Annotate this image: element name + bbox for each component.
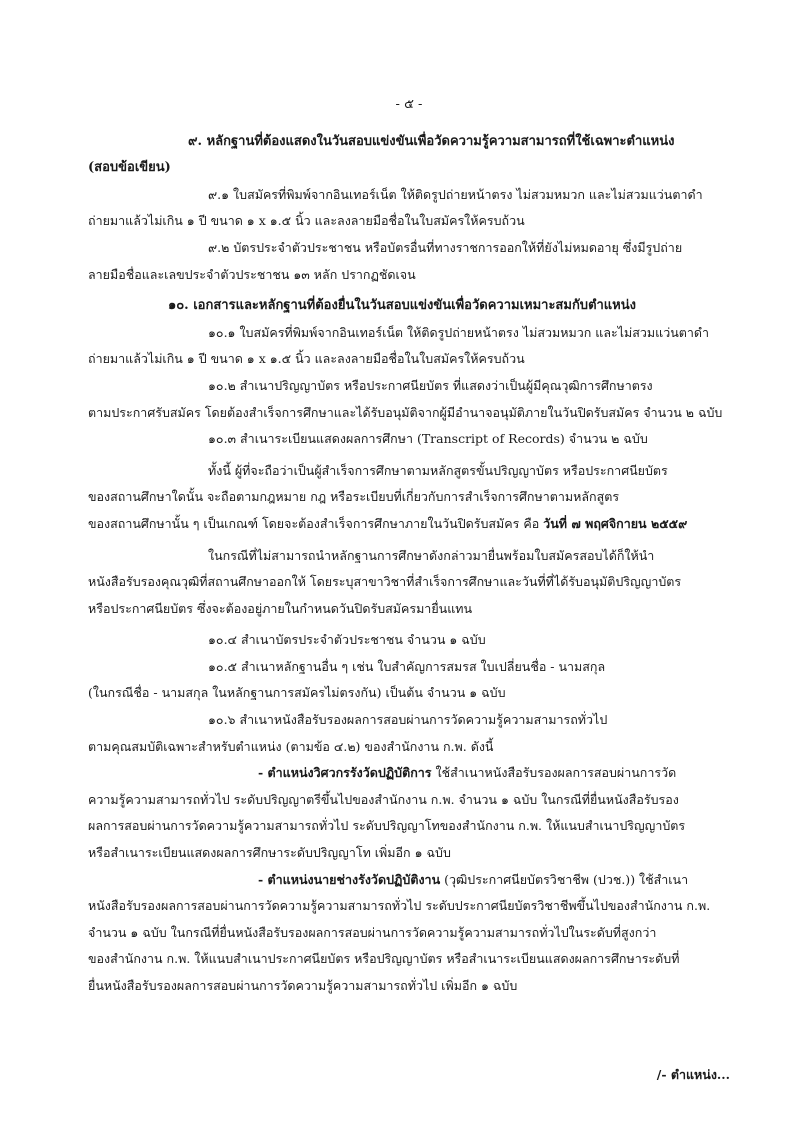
section10-item5: ๑๐.๕ สำเนาหลักฐานอื่น ๆ เช่น ใบสำคัญการสมรส ใบเปลี่ยนชื่อ - นามสกุล [208, 658, 606, 674]
page-number: - ๕ - [395, 97, 423, 112]
section10-note1-cont: ของสถานศึกษาใดนั้น จะถือตามกฎหมาย กฎ หรือระเบียบที่เกี่ยวกับการสำเร็จการศึกษาตามหลักสูตร [88, 489, 620, 505]
section10-item1: ๑๐.๑ ใบสมัครที่พิมพ์จากอินเทอร์เน็ต ให้ติดรูปถ่ายหน้าตรง ไม่สวมหมวก และไม่สวมแว่นตาดำ [208, 324, 710, 340]
section9-heading-cont: (สอบข้อเขียน) [88, 160, 171, 176]
section10-note1: ทั้งนี้ ผู้ที่จะถือว่าเป็นผู้สำเร็จการศึกษาตามหลักสูตรขั้นปริญญาบัตร หรือประกาศนียบัตร [208, 462, 668, 478]
position1 [88, 760, 730, 787]
section9-item2: ๙.๒ บัตรประจำตัวประชาชน หรือบัตรอื่นที่ทางราชการออกให้ที่ยังไม่หมดอายุ ซึ่งมีรูปถ่าย [208, 239, 683, 255]
section10-item6-cont: ตามคุณสมบัติเฉพาะสำหรับตำแหน่ง (ตามข้อ ๔.๒) ของสำนักงาน ก.พ. ดังนี้ [88, 738, 494, 754]
closing-date: วันที่ ๗ พฤศจิกายน ๒๕๕๙ [543, 515, 688, 531]
section10-item2-cont: ตามประกาศรับสมัคร โดยต้องสำเร็จการศึกษาและได้รับอนุมัติจากผู้มีอำนาจอนุมัติภายในวันปิดรับสมัคร จำนวน ๒ ฉบับ [88, 404, 723, 420]
section10-note1-cont2 [88, 511, 730, 538]
section10-item4: ๑๐.๔ สำเนาบัตรประจำตัวประชาชน จำนวน ๑ ฉบับ [208, 632, 486, 648]
section10-note2-cont2: หรือประกาศนียบัตร ซึ่งจะต้องอยู่ภายในกำหนดวันปิดรับสมัครมายื่นแทน [88, 600, 473, 616]
section10-item6: ๑๐.๖ สำเนาหนังสือรับรองผลการสอบผ่านการวัดความรู้ความสามารถทั่วไป [208, 712, 608, 728]
position1-text: ใช้สำเนาหนังสือรับรองผลการสอบผ่านการวัด [431, 765, 677, 781]
position1-cont3: หรือสำเนาระเบียนแสดงผลการศึกษาระดับปริญญาโท เพิ่มอีก ๑ ฉบับ [88, 845, 451, 861]
position1-cont: ความรู้ความสามารถทั่วไป ระดับปริญญาตรีขึ้นไปของสำนักงาน ก.พ. จำนวน ๑ ฉบับ ในกรณีที่ยื่นหนังสือรับรอง [88, 791, 679, 807]
position2-text: (วุฒิประกาศนียบัตรวิชาชีพ (ปวช.)) ใช้สำเนา [440, 871, 689, 887]
section10-note2: ในกรณีที่ไม่สามารถนำหลักฐานการศึกษาดังกล่าวมายื่นพร้อมใบสมัครสอบได้ก็ให้นำ [208, 547, 655, 563]
section10-heading: ๑๐. เอกสารและหลักฐานที่ต้องยื่นในวันสอบแข่งขันเพื่อวัดความเหมาะสมกับตำแหน่ง [168, 298, 636, 314]
position1-title: - ตำแหน่งวิศวกรรังวัดปฏิบัติการ [258, 765, 432, 781]
position2-cont3: ของสำนักงาน ก.พ. ให้แนบสำเนาประกาศนียบัตร หรือปริญญาบัตร หรือสำเนาระเบียนแสดงผลการศึกษาระดับที่ [88, 951, 680, 967]
section9-item2-cont: ลายมือชื่อและเลขประจำตัวประชาชน ๑๓ หลัก ปรากฏชัดเจน [88, 266, 416, 282]
position2-cont4: ยื่นหนังสือรับรองผลการสอบผ่านการวัดความรู้ความสามารถทั่วไป เพิ่มอีก ๑ ฉบับ [88, 978, 518, 993]
section10-note2-cont: หนังสือรับรองคุณวุฒิที่สถานศึกษาออกให้ โดยระบุสาขาวิชาที่สำเร็จการศึกษาและวันที่ที่ได้รับอนุมัติปริญญาบัตร [88, 574, 682, 590]
section9-item1-cont: ถ่ายมาแล้วไม่เกิน ๑ ปี ขนาด ๑ x ๑.๕ นิ้ว และลงลายมือชื่อในใบสมัครให้ครบถ้วน [88, 213, 525, 229]
section9-item1: ๙.๑ ใบสมัครที่พิมพ์จากอินเทอร์เน็ต ให้ติดรูปถ่ายหน้าตรง ไม่สวมหมวก และไม่สวมแว่นตาดำ [208, 186, 703, 202]
position2 [88, 867, 730, 894]
section9-heading: ๙. หลักฐานที่ต้องแสดงในวันสอบแข่งขันเพื่อวัดความรู้ความสามารถที่ใช้เฉพาะตำแหน่ง [188, 133, 675, 149]
section10-item2: ๑๐.๒ สำเนาปริญญาบัตร หรือประกาศนียบัตร ที่แสดงว่าเป็นผู้มีคุณวุฒิการศึกษาตรง [208, 377, 653, 393]
position2-title: - ตำแหน่งนายช่างรังวัดปฏิบัติงาน [258, 871, 441, 887]
section10-item3: ๑๐.๓ สำเนาระเบียนแสดงผลการศึกษา (Transcript of Records) จำนวน ๒ ฉบับ [208, 431, 648, 447]
position1-cont2: ผลการสอบผ่านการวัดความรู้ความสามารถทั่วไป ระดับปริญญาโทของสำนักงาน ก.พ. ให้แนบสำเนาปริญญาบัตร [88, 818, 686, 834]
position2-cont2: จำนวน ๑ ฉบับ ในกรณีที่ยื่นหนังสือรับรองผลการสอบผ่านการวัดความรู้ความสามารถทั่วไปในระดับที่สูงกว่า [88, 924, 657, 940]
section10-item1-cont: ถ่ายมาแล้วไม่เกิน ๑ ปี ขนาด ๑ x ๑.๕ นิ้ว และลงลายมือชื่อในใบสมัครให้ครบถ้วน [88, 351, 525, 367]
position2-cont: หนังสือรับรองผลการสอบผ่านการวัดความรู้ความสามารถทั่วไป ระดับประกาศนียบัตรวิชาชีพขึ้นไปของสำนักงาน ก.พ. [88, 898, 711, 914]
section10-item5-cont: (ในกรณีชื่อ - นามสกุล ในหลักฐานการสมัครไม่ตรงกัน) เป็นต้น จำนวน ๑ ฉบับ [88, 685, 506, 701]
continuation-marker: /- ตำแหน่ง... [656, 1067, 730, 1082]
note1-text: ของสถานศึกษานั้น ๆ เป็นเกณฑ์ โดยจะต้องสำเร็จการศึกษาภายในวันปิดรับสมัคร คือ [88, 515, 544, 531]
